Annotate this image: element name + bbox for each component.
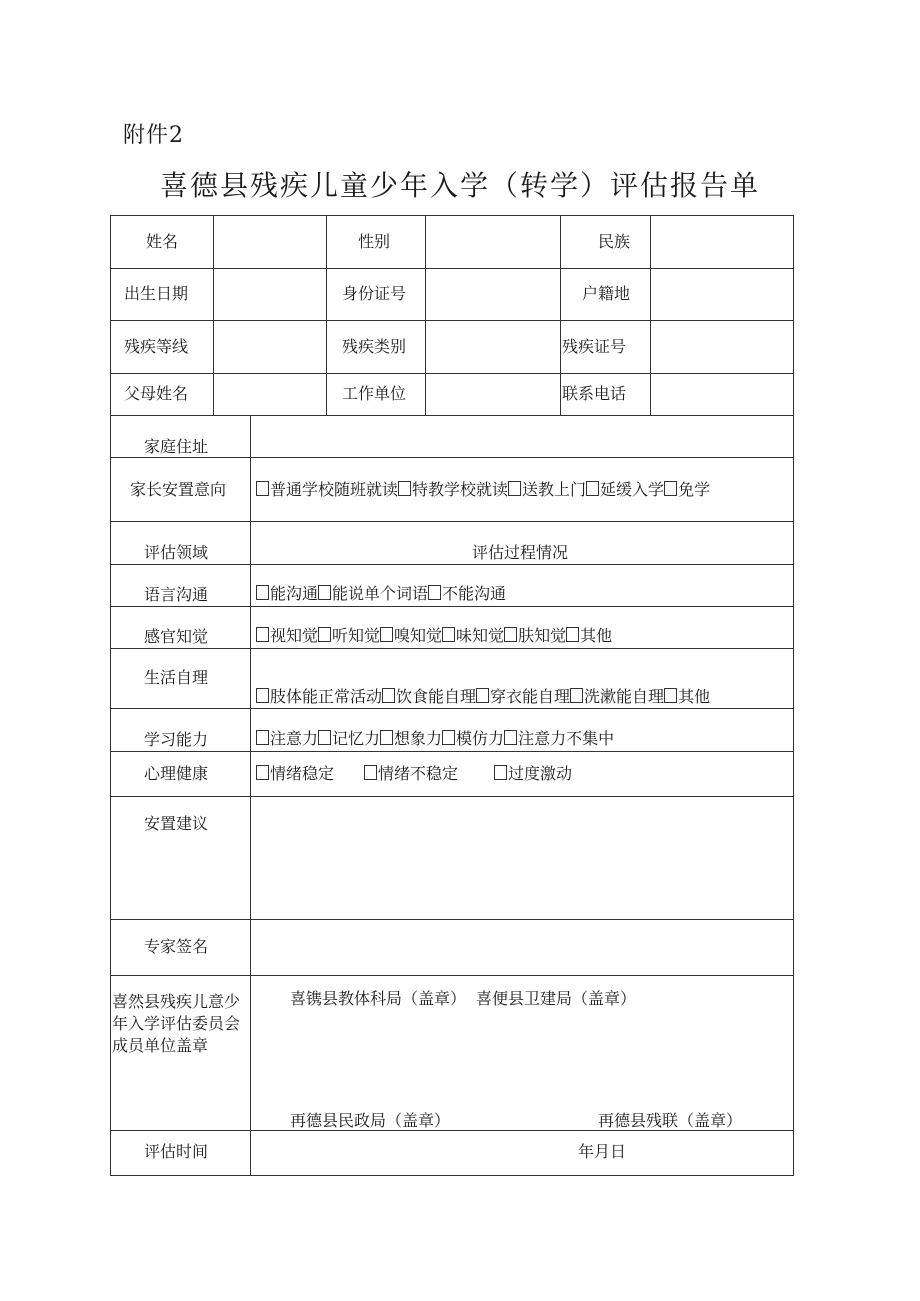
learning-label: 学习能力 bbox=[144, 730, 209, 749]
health-bureau-stamp: 喜便县卫建局（盖章） bbox=[476, 989, 637, 1008]
row-divider bbox=[110, 796, 794, 797]
selfcare-label: 生活自理 bbox=[144, 668, 209, 687]
col-divider bbox=[326, 215, 327, 415]
phone-label: 联系电话 bbox=[562, 384, 627, 403]
disability-cert-label: 残疾证号 bbox=[562, 337, 627, 356]
process-header: 评估过程情况 bbox=[472, 543, 569, 562]
checkbox[interactable] bbox=[256, 688, 269, 703]
checkbox[interactable] bbox=[318, 627, 331, 642]
parent-name-label: 父母姓名 bbox=[124, 384, 189, 403]
col-divider bbox=[250, 415, 251, 1176]
gender-label: 性别 bbox=[358, 232, 391, 251]
table-border-left bbox=[110, 215, 111, 1176]
checkbox[interactable] bbox=[318, 730, 331, 745]
checkbox[interactable] bbox=[494, 765, 507, 780]
checkbox[interactable] bbox=[380, 730, 393, 745]
intent-label: 家长安置意向 bbox=[130, 480, 227, 499]
checkbox[interactable] bbox=[664, 481, 677, 496]
checkbox[interactable] bbox=[256, 481, 269, 496]
disability-level-label: 残疾等线 bbox=[124, 337, 189, 356]
page-title: 喜德县残疾儿童少年入学（转学）评估报告单 bbox=[159, 169, 760, 202]
mental-label: 心理健康 bbox=[144, 764, 209, 783]
birth-date-label: 出生日期 bbox=[124, 284, 189, 303]
col-divider bbox=[213, 215, 214, 415]
learning-options: 注意力 记忆力 想象力 模仿力 注意力不集中 bbox=[256, 729, 614, 749]
checkbox[interactable] bbox=[664, 688, 677, 703]
household-label: 户籍地 bbox=[582, 284, 631, 303]
attachment-label: 附件2 bbox=[123, 123, 184, 148]
advice-label: 安置建议 bbox=[144, 814, 209, 833]
row-divider bbox=[110, 564, 794, 565]
checkbox[interactable] bbox=[318, 585, 331, 600]
language-label: 语言沟通 bbox=[144, 585, 209, 604]
table-border-bottom bbox=[110, 1175, 794, 1176]
checkbox[interactable] bbox=[380, 627, 393, 642]
checkbox[interactable] bbox=[428, 585, 441, 600]
name-label: 姓名 bbox=[146, 232, 179, 251]
checkbox[interactable] bbox=[504, 730, 517, 745]
row-divider bbox=[110, 521, 794, 522]
language-options: 能沟通 能说单个词语 不能沟通 bbox=[256, 584, 506, 604]
row-divider bbox=[110, 415, 794, 416]
disabled-federation-stamp: 再德县残联（盖章） bbox=[598, 1111, 743, 1130]
checkbox[interactable] bbox=[570, 688, 583, 703]
disability-type-label: 残疾类别 bbox=[342, 337, 407, 356]
committee-label: 喜然县残疾儿意少年入学评估委员会成员单位盖章 bbox=[112, 992, 241, 1055]
row-divider bbox=[110, 975, 794, 976]
sensory-options: 视知觉 听知觉 嗅知觉 味知觉 肤知觉 其他 bbox=[256, 626, 612, 646]
col-divider bbox=[560, 215, 561, 415]
selfcare-options: 肢体能正常活动 饮食能自理 穿衣能自理 洗漱能自理 其他 bbox=[256, 687, 710, 707]
mental-options: 情绪稳定 情绪不稳定 过度激动 bbox=[256, 764, 572, 784]
assessment-form-table bbox=[110, 215, 794, 1176]
checkbox[interactable] bbox=[382, 688, 395, 703]
row-divider bbox=[110, 751, 794, 752]
checkbox[interactable] bbox=[256, 585, 269, 600]
col-divider bbox=[650, 215, 651, 415]
row-divider bbox=[110, 606, 794, 607]
checkbox[interactable] bbox=[364, 765, 377, 780]
table-border-right bbox=[793, 215, 794, 1176]
eval-time-label: 评估时间 bbox=[144, 1142, 209, 1161]
work-unit-label: 工作单位 bbox=[342, 384, 407, 403]
checkbox[interactable] bbox=[442, 627, 455, 642]
id-number-label: 身份证号 bbox=[342, 284, 407, 303]
checkbox[interactable] bbox=[476, 688, 489, 703]
edu-bureau-stamp: 喜镌县教体科局（盖章） bbox=[290, 989, 467, 1008]
address-label: 家庭住址 bbox=[144, 437, 209, 456]
checkbox[interactable] bbox=[398, 481, 411, 496]
checkbox[interactable] bbox=[256, 765, 269, 780]
domain-header: 评估领域 bbox=[144, 543, 209, 562]
sensory-label: 感官知觉 bbox=[144, 627, 209, 646]
row-divider bbox=[110, 919, 794, 920]
eval-date-field: 年月日 bbox=[578, 1142, 627, 1161]
checkbox[interactable] bbox=[442, 730, 455, 745]
checkbox[interactable] bbox=[256, 730, 269, 745]
checkbox[interactable] bbox=[566, 627, 579, 642]
row-divider bbox=[110, 648, 794, 649]
checkbox[interactable] bbox=[504, 627, 517, 642]
intent-options: 普通学校随班就读 特教学校就读 送教上门 延缓入学 免学 bbox=[256, 480, 710, 500]
ethnicity-label: 民族 bbox=[598, 232, 631, 251]
expert-label: 专家签名 bbox=[144, 937, 209, 956]
col-divider bbox=[425, 215, 426, 415]
checkbox[interactable] bbox=[586, 481, 599, 496]
row-divider bbox=[110, 457, 794, 458]
checkbox[interactable] bbox=[256, 627, 269, 642]
row-divider bbox=[110, 708, 794, 709]
checkbox[interactable] bbox=[508, 481, 521, 496]
civil-affairs-stamp: 再德县民政局（盖章） bbox=[290, 1111, 451, 1130]
